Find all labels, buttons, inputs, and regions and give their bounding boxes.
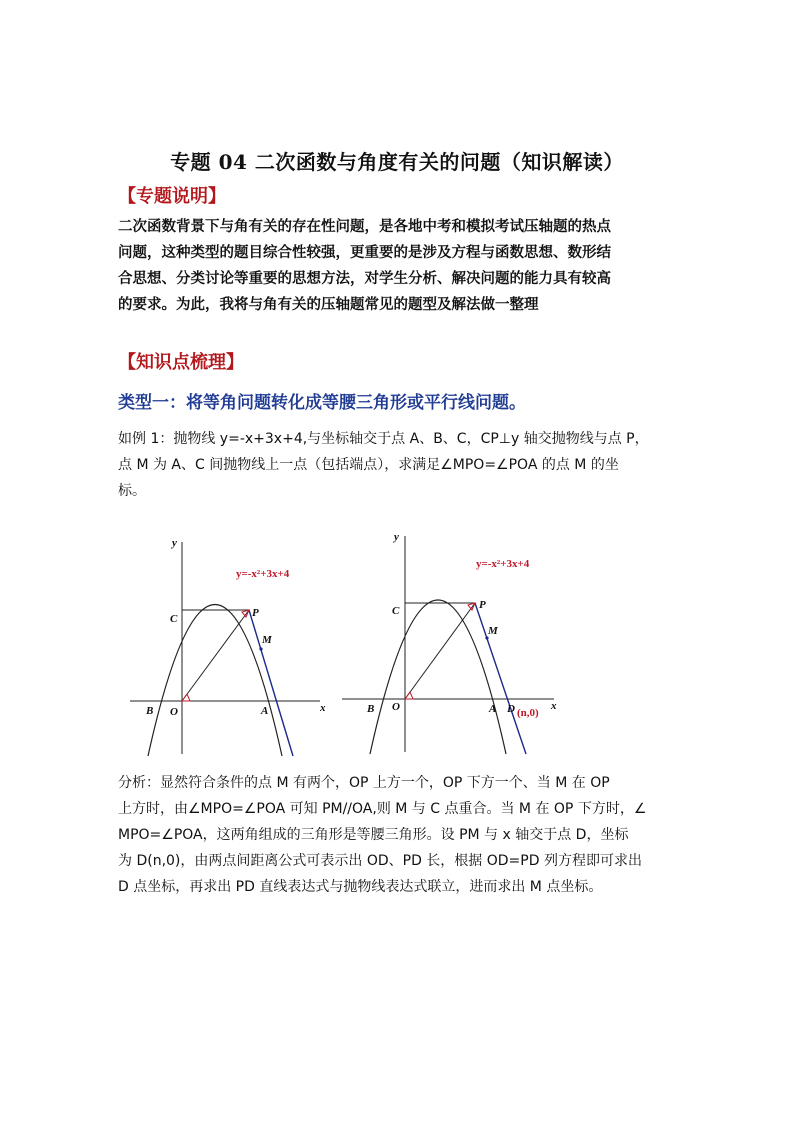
label-p: P (479, 599, 486, 611)
label-y: y (172, 537, 177, 549)
label-a: A (261, 705, 269, 717)
type1-heading: 类型一：将等角问题转化成等腰三角形或平行线问题。 (118, 393, 526, 413)
label-d: D (507, 703, 515, 715)
parabola (148, 605, 282, 757)
intro-heading: 【专题说明】 (118, 186, 226, 207)
point-d-note: (n,0) (517, 707, 539, 719)
label-o: O (392, 701, 400, 713)
analysis-line: 上方时，由∠MPO=∠POA 可知 PM//OA,则 M 与 C 点重合。当 M 在 OP 下方时，∠ (118, 801, 647, 817)
label-m: M (488, 625, 498, 637)
analysis-line: 为 D(n,0)，由两点间距离公式可表示出 OD、PD 长，根据 OD=PD 列方程即可求出 (118, 853, 642, 869)
page-title: 专题 04 二次函数与角度有关的问题（知识解读） (170, 150, 624, 174)
line-pm (249, 610, 293, 756)
figure-left (130, 537, 326, 756)
analysis-line: MPO=∠POA，这两角组成的三角形是等腰三角形。设 PM 与 x 轴交于点 D，坐标 (118, 827, 629, 843)
equation-label: y=-x²+3x+4 (236, 568, 290, 580)
analysis-line: D 点坐标，再求出 PD 直线表达式与抛物线表达式联立，进而求出 M 点坐标。 (118, 879, 603, 895)
segment-op (182, 610, 249, 701)
figures (130, 528, 570, 764)
knowledge-heading: 【知识点梳理】 (118, 352, 244, 373)
equation-label: y=-x²+3x+4 (476, 558, 530, 570)
label-b: B (146, 705, 154, 717)
label-y: y (394, 531, 399, 543)
example-line: 标。 (118, 483, 146, 499)
angle-marker-o (405, 692, 413, 699)
angle-marker-o (182, 694, 190, 701)
example-line: 点 M 为 A、C 间抛物线上一点（包括端点），求满足∠MPO=∠POA 的点 M 的坐 (118, 457, 619, 473)
intro-line: 问题，这种类型的题目综合性较强，更重要的是涉及方程与函数思想、数形结 (118, 245, 611, 261)
label-c: C (392, 605, 400, 617)
figure-right (342, 531, 557, 754)
example-paragraph (118, 426, 688, 504)
label-p: P (252, 607, 259, 619)
point-m (259, 647, 262, 650)
parabola (370, 600, 506, 754)
label-b: B (367, 703, 375, 715)
label-x: x (551, 700, 557, 712)
label-x: x (320, 702, 326, 714)
label-m: M (262, 634, 272, 646)
analysis-paragraph (118, 770, 688, 900)
label-a: A (489, 703, 497, 715)
label-o: O (170, 706, 178, 718)
example-line: 如例 1：抛物线 y=-x+3x+4,与坐标轴交于点 A、B、C，CP⊥y 轴交抛物线与点 P， (118, 431, 649, 447)
intro-paragraph (118, 214, 678, 318)
analysis-line: 分析：显然符合条件的点 M 有两个，OP 上方一个，OP 下方一个、当 M 在 OP (118, 775, 610, 791)
intro-line: 合思想、分类讨论等重要的思想方法，对学生分析、解决问题的能力具有较高 (118, 271, 611, 287)
intro-line: 的要求。为此，我将与角有关的压轴题常见的题型及解法做一整理 (118, 297, 539, 313)
label-c: C (170, 613, 178, 625)
intro-line: 二次函数背景下与角有关的存在性问题，是各地中考和模拟考试压轴题的热点 (118, 219, 611, 235)
